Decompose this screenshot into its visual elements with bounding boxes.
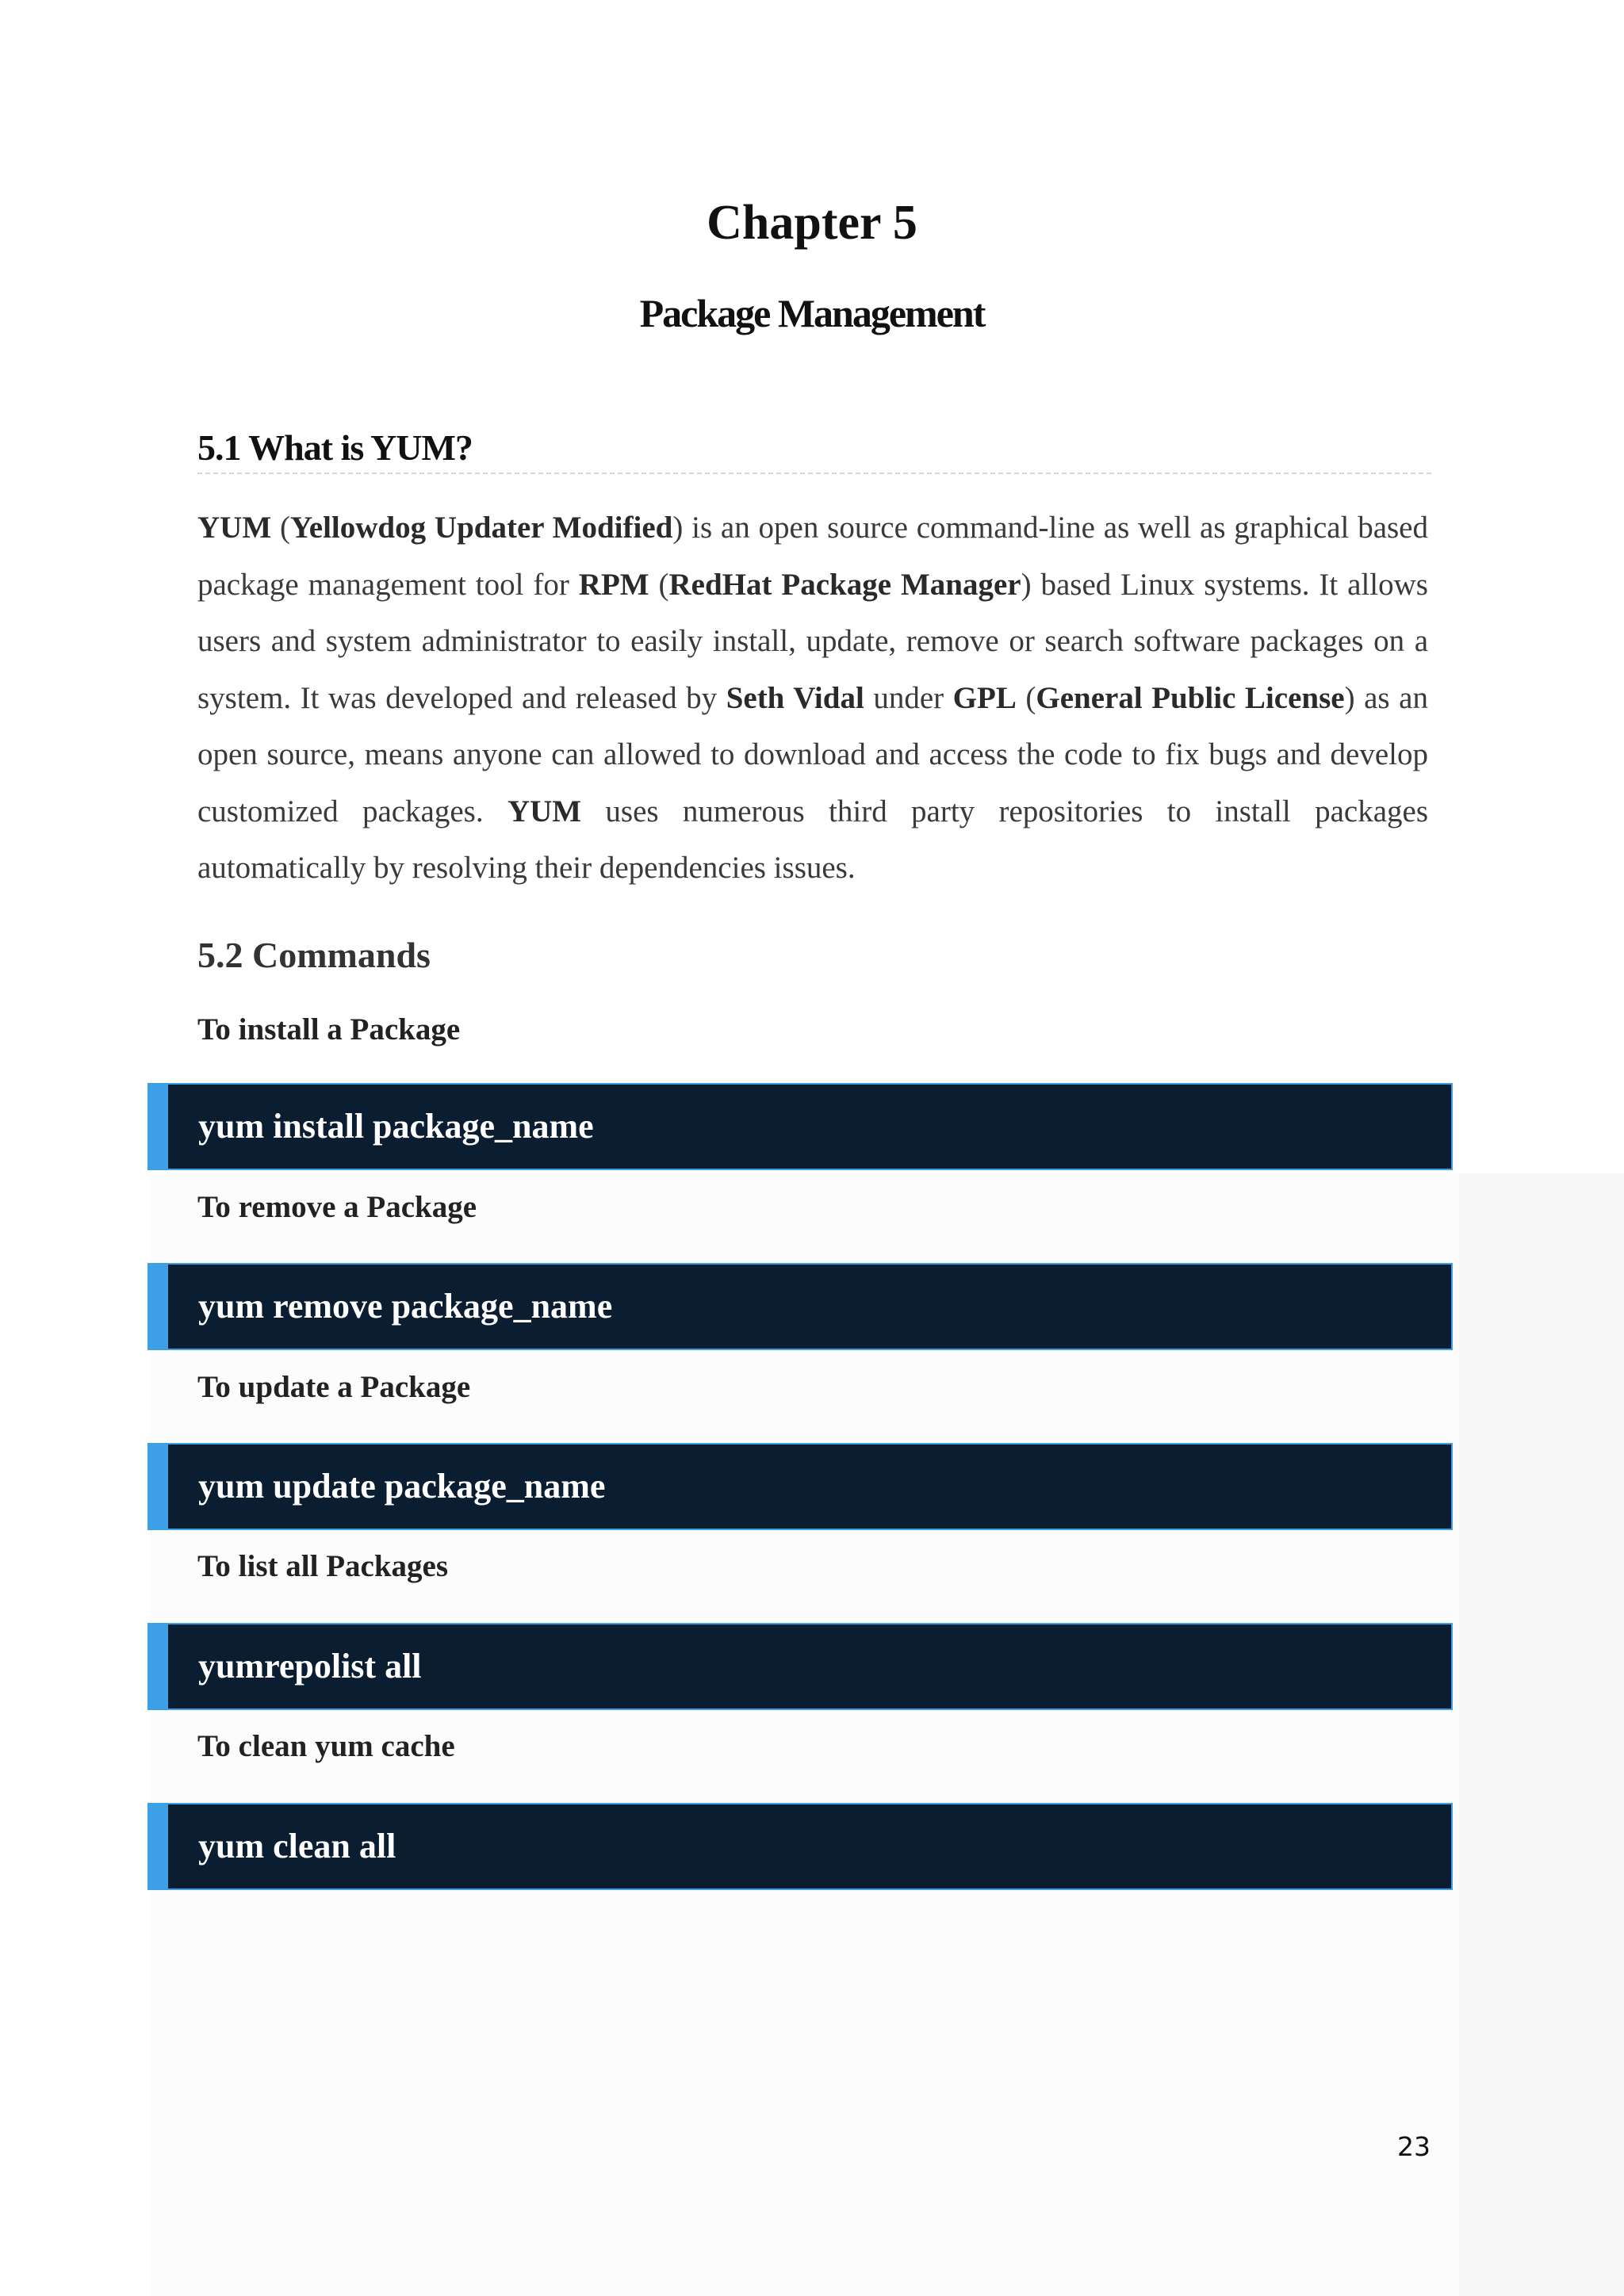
section-divider	[197, 473, 1431, 474]
command-label-install: To install a Package	[197, 1012, 461, 1047]
command-text: yum clean all	[198, 1827, 396, 1866]
bold-term: RedHat Package Manager	[668, 567, 1021, 602]
section-heading-what-is-yum: 5.1 What is YUM?	[197, 427, 473, 468]
text-run: ) based Linux systems. It allows users and system administrator to easily install, update, remove or search software packages on a system. It was developed and released by	[197, 567, 1428, 715]
text-run: (	[271, 511, 290, 545]
command-block-clean	[147, 1803, 1453, 1890]
text-run: uses numerous third party repositories to install packages automatically by resolving their dependencies issues.	[197, 794, 1428, 885]
command-block-install	[147, 1083, 1453, 1170]
command-text: yum update package_name	[198, 1467, 606, 1506]
bold-term: Seth Vidal	[726, 680, 864, 715]
command-text: yum install package_name	[198, 1107, 594, 1146]
command-block-remove	[147, 1263, 1453, 1350]
command-accent-bar	[149, 1445, 168, 1529]
bold-term: RPM	[578, 567, 649, 602]
section-heading-commands: 5.2 Commands	[197, 935, 431, 975]
command-text: yum remove package_name	[198, 1287, 613, 1326]
chapter-subtitle: Package Management	[639, 291, 985, 335]
command-label-list: To list all Packages	[197, 1549, 448, 1583]
text-run: ) is an open source command-line as well as graphical based package management tool for	[197, 511, 1428, 602]
command-accent-bar	[149, 1624, 168, 1709]
bold-term: GPL	[952, 680, 1017, 715]
command-accent-bar	[149, 1265, 168, 1349]
text-run: (	[1016, 680, 1036, 715]
text-run: (	[649, 567, 669, 602]
bold-term: Yellowdog Updater Modified	[289, 511, 673, 545]
page-number: 23	[1397, 2131, 1431, 2162]
command-accent-bar	[149, 1804, 168, 1888]
command-label-remove: To remove a Package	[197, 1190, 477, 1224]
command-text: yumrepolist all	[198, 1647, 422, 1686]
text-run: under	[864, 680, 953, 715]
chapter-title: Chapter 5	[707, 196, 917, 250]
page-margin-shade	[1459, 1173, 1624, 2296]
bold-term: YUM	[507, 794, 582, 828]
command-label-clean: To clean yum cache	[197, 1729, 455, 1763]
yum-description-paragraph	[197, 499, 1428, 897]
command-accent-bar	[149, 1085, 168, 1169]
text-run: ) as an open source, means anyone can allowed to download and access the code to fix bugs and develop customized packages.	[197, 680, 1428, 828]
bold-term: YUM	[197, 511, 272, 545]
command-block-list	[147, 1623, 1453, 1710]
command-block-update	[147, 1443, 1453, 1530]
bold-term: General Public License	[1036, 680, 1345, 715]
command-label-update: To update a Package	[197, 1370, 471, 1404]
